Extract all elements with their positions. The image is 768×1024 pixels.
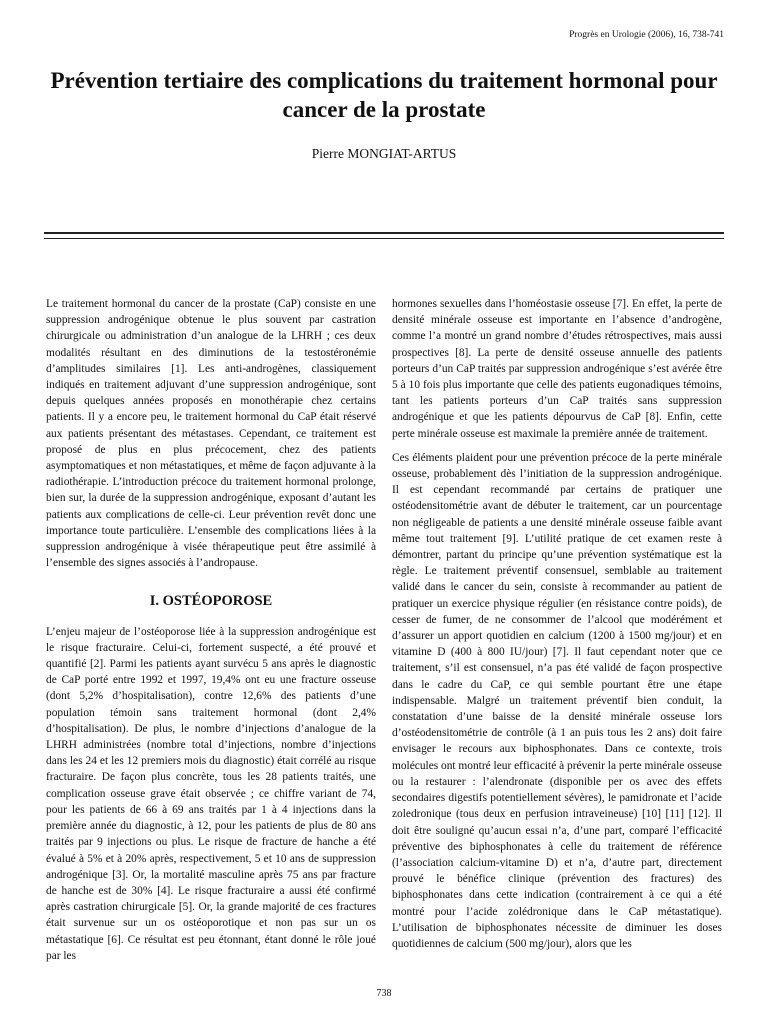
header-rule-thick xyxy=(44,232,724,234)
right-column xyxy=(392,296,722,952)
right-paragraph-2: Ces éléments plaident pour une prévention précoce de la perte minérale osseuse, probablement dès l’initiation de la suppression androgénique. Il est cependant recommandé par certains de pratiquer une ostéodensitométrie avant de débuter le traitement, car un pourcentage non négligeable de patients a une densité minérale osseuse faible avant même tout traitement [9]. L’utilité pratique de cet examen reste à démontrer, partant du principe qu’une prévention systématique est la règle. Le traitement préventif consensuel, semblable au traitement validé dans le cancer du sein, consiste à recommander au patient de pratiquer un exercice physique régulier (en résistance contre poids), de cesser de fumer, de ne consommer de l’alcool que modérément et d’assurer un apport quotidien en calcium (1200 à 1500 mg/jour) et en vitamine D (400 à 800 IU/jour) [7]. Il faut cependant noter que ce traitement, s’il est consensuel, n’a pas été validé de façon prospective dans le cadre du CaP, ce qui semble pourtant être une étape indispensable. Malgré un traitement préventif bien conduit, la constatation d’une baisse de la densité minérale osseuse lors d’ostéodensitométrie de contrôle (à 1 an puis tous les 2 ans) doit faire envisager le recours aux biphosphonates. Dans ce contexte, trois molécules ont montré leur efficacité à prévenir la perte minérale osseuse ou la restaurer : l’alendronate (disponible per os avec des effets secondaires digestifs potentiellement sévères), le pamidronate et l’acide zoledronique (tous deux en perfusion intraveineuse) [10] [11] [12]. Il doit être souligné qu’aucun essai n’a, d’une part, comparé l’efficacité préventive des biphosphonates à celle du traitement de référence (l’association calcium-vitamine D) et n’a, d’autre part, directement prouvé le bénéfice clinique (prévention des fractures) des biphosphonates dans cette indication (contrairement à ce qui a été montré pour l’acide zolédronique dans le CaP métastatique). L’utilisation de biphosphonates nécessite de diminuer les doses quotidiennes de calcium (500 mg/jour), alors que les xyxy=(392,451,722,950)
header-rule-thin xyxy=(44,238,724,239)
page-number: 738 xyxy=(376,988,392,999)
intro-paragraph: Le traitement hormonal du cancer de la prostate (CaP) consiste en une suppression androgénique obtenue le plus souvent par castration chirurgicale ou administration d’un analogue de la LHRH ; ces deux modalités résultant en des diminutions de la testostéronémie d’amplitudes similaires [1]. Les anti-androgènes, classiquement indiqués en traitement adjuvant d’une suppression androgénique, sont depuis quelques années proposés en monothérapie chez certains patients. Il y a encore peu, le traitement hormonal du CaP était réservé aux patients présentant des métastases. Cependant, ce traitement est proposé de plus en plus précocement, chez des patients asymptomatiques et non métastatiques, et même de façon adjuvante à la radiothérapie. L’introduction précoce du traitement hormonal prolonge, bien sur, la durée de la suppression androgénique, exposant d’autant les patients aux complications de celle-ci. Leur prévention revêt donc une importance toute particulière. L’ensemble des complications liées à la suppression androgénique à visée thérapeutique peut être assimilé à l’ensemble des signes associés à l’andropause. xyxy=(46,298,376,570)
left-column xyxy=(46,296,376,964)
article-title: Prévention tertiaire des complications du traitement hormonal pour cancer de la prostate xyxy=(50,68,718,122)
journal-reference: Progrès en Urologie (2006), 16, 738-741 xyxy=(569,30,724,40)
right-paragraph-1: hormones sexuelles dans l’homéostasie osseuse [7]. En effet, la perte de densité minérale osseuse est importante en l’absence d’androgène, comme l’a montré un grand nombre d’études rétrospectives, mais aussi prospectives [8]. La perte de densité osseuse annuelle des patients porteurs d’un CaP traités par suppression androgénique s’est avérée être 5 à 10 fois plus importante que celle des patients eugonadiques témoins, tant les patients porteurs d’un CaP traités sans suppression androgénique et que les patients dépourvus de CaP [8]. Enfin, cette perte minérale osseuse est maximale la première année de traitement. xyxy=(392,298,722,440)
osteoporose-paragraph: L’enjeu majeur de l’ostéoporose liée à la suppression androgénique est le risque fracturaire. Celui-ci, fortement suspecté, a été prouvé et quantifié [2]. Parmi les patients ayant survécu 5 ans après le diagnostic de CaP porté entre 1992 et 1997, 19,4% ont eu une fracture osseuse (dont 5,2% d’hospitalisation), contre 12,6% des patients d’une population témoin sans traitement hormonal (dont 2,4% d’hospitalisation). De plus, le nombre d’injections d’analogue de la LHRH administrées (nombre total d’injections, nombre d’injections dans les 24 et les 12 premiers mois du diagnostic) était corrélé au risque fracturaire. De façon plus concrète, tous les 28 patients traités, une complication osseuse grave était observée ; ce chiffre variant de 74, pour les patients de 66 à 69 ans traités par 1 à 4 injections dans la première année du diagnostic, à 12, pour les patients de plus de 80 ans traités par 9 injections ou plus. Le risque de fracture de hanche a été évalué à 5% et à 20% après, respectivement, 5 et 10 ans de suppression androgénique [3]. Or, la mortalité masculine après 75 ans par fracture de hanche est de 30% [4]. Le risque fracturaire a aussi été confirmé après castration chirurgicale [5]. Or, la grande majorité de ces fractures était survenue sur un os ostéoporotique et non pas sur un os métastatique [6]. Ce résultat est peu étonnant, étant donné le rôle joué par les xyxy=(46,625,376,962)
author-name: Pierre MONGIAT-ARTUS xyxy=(311,146,457,161)
section-heading-osteoporose: I. OSTÉOPOROSE xyxy=(149,593,273,610)
